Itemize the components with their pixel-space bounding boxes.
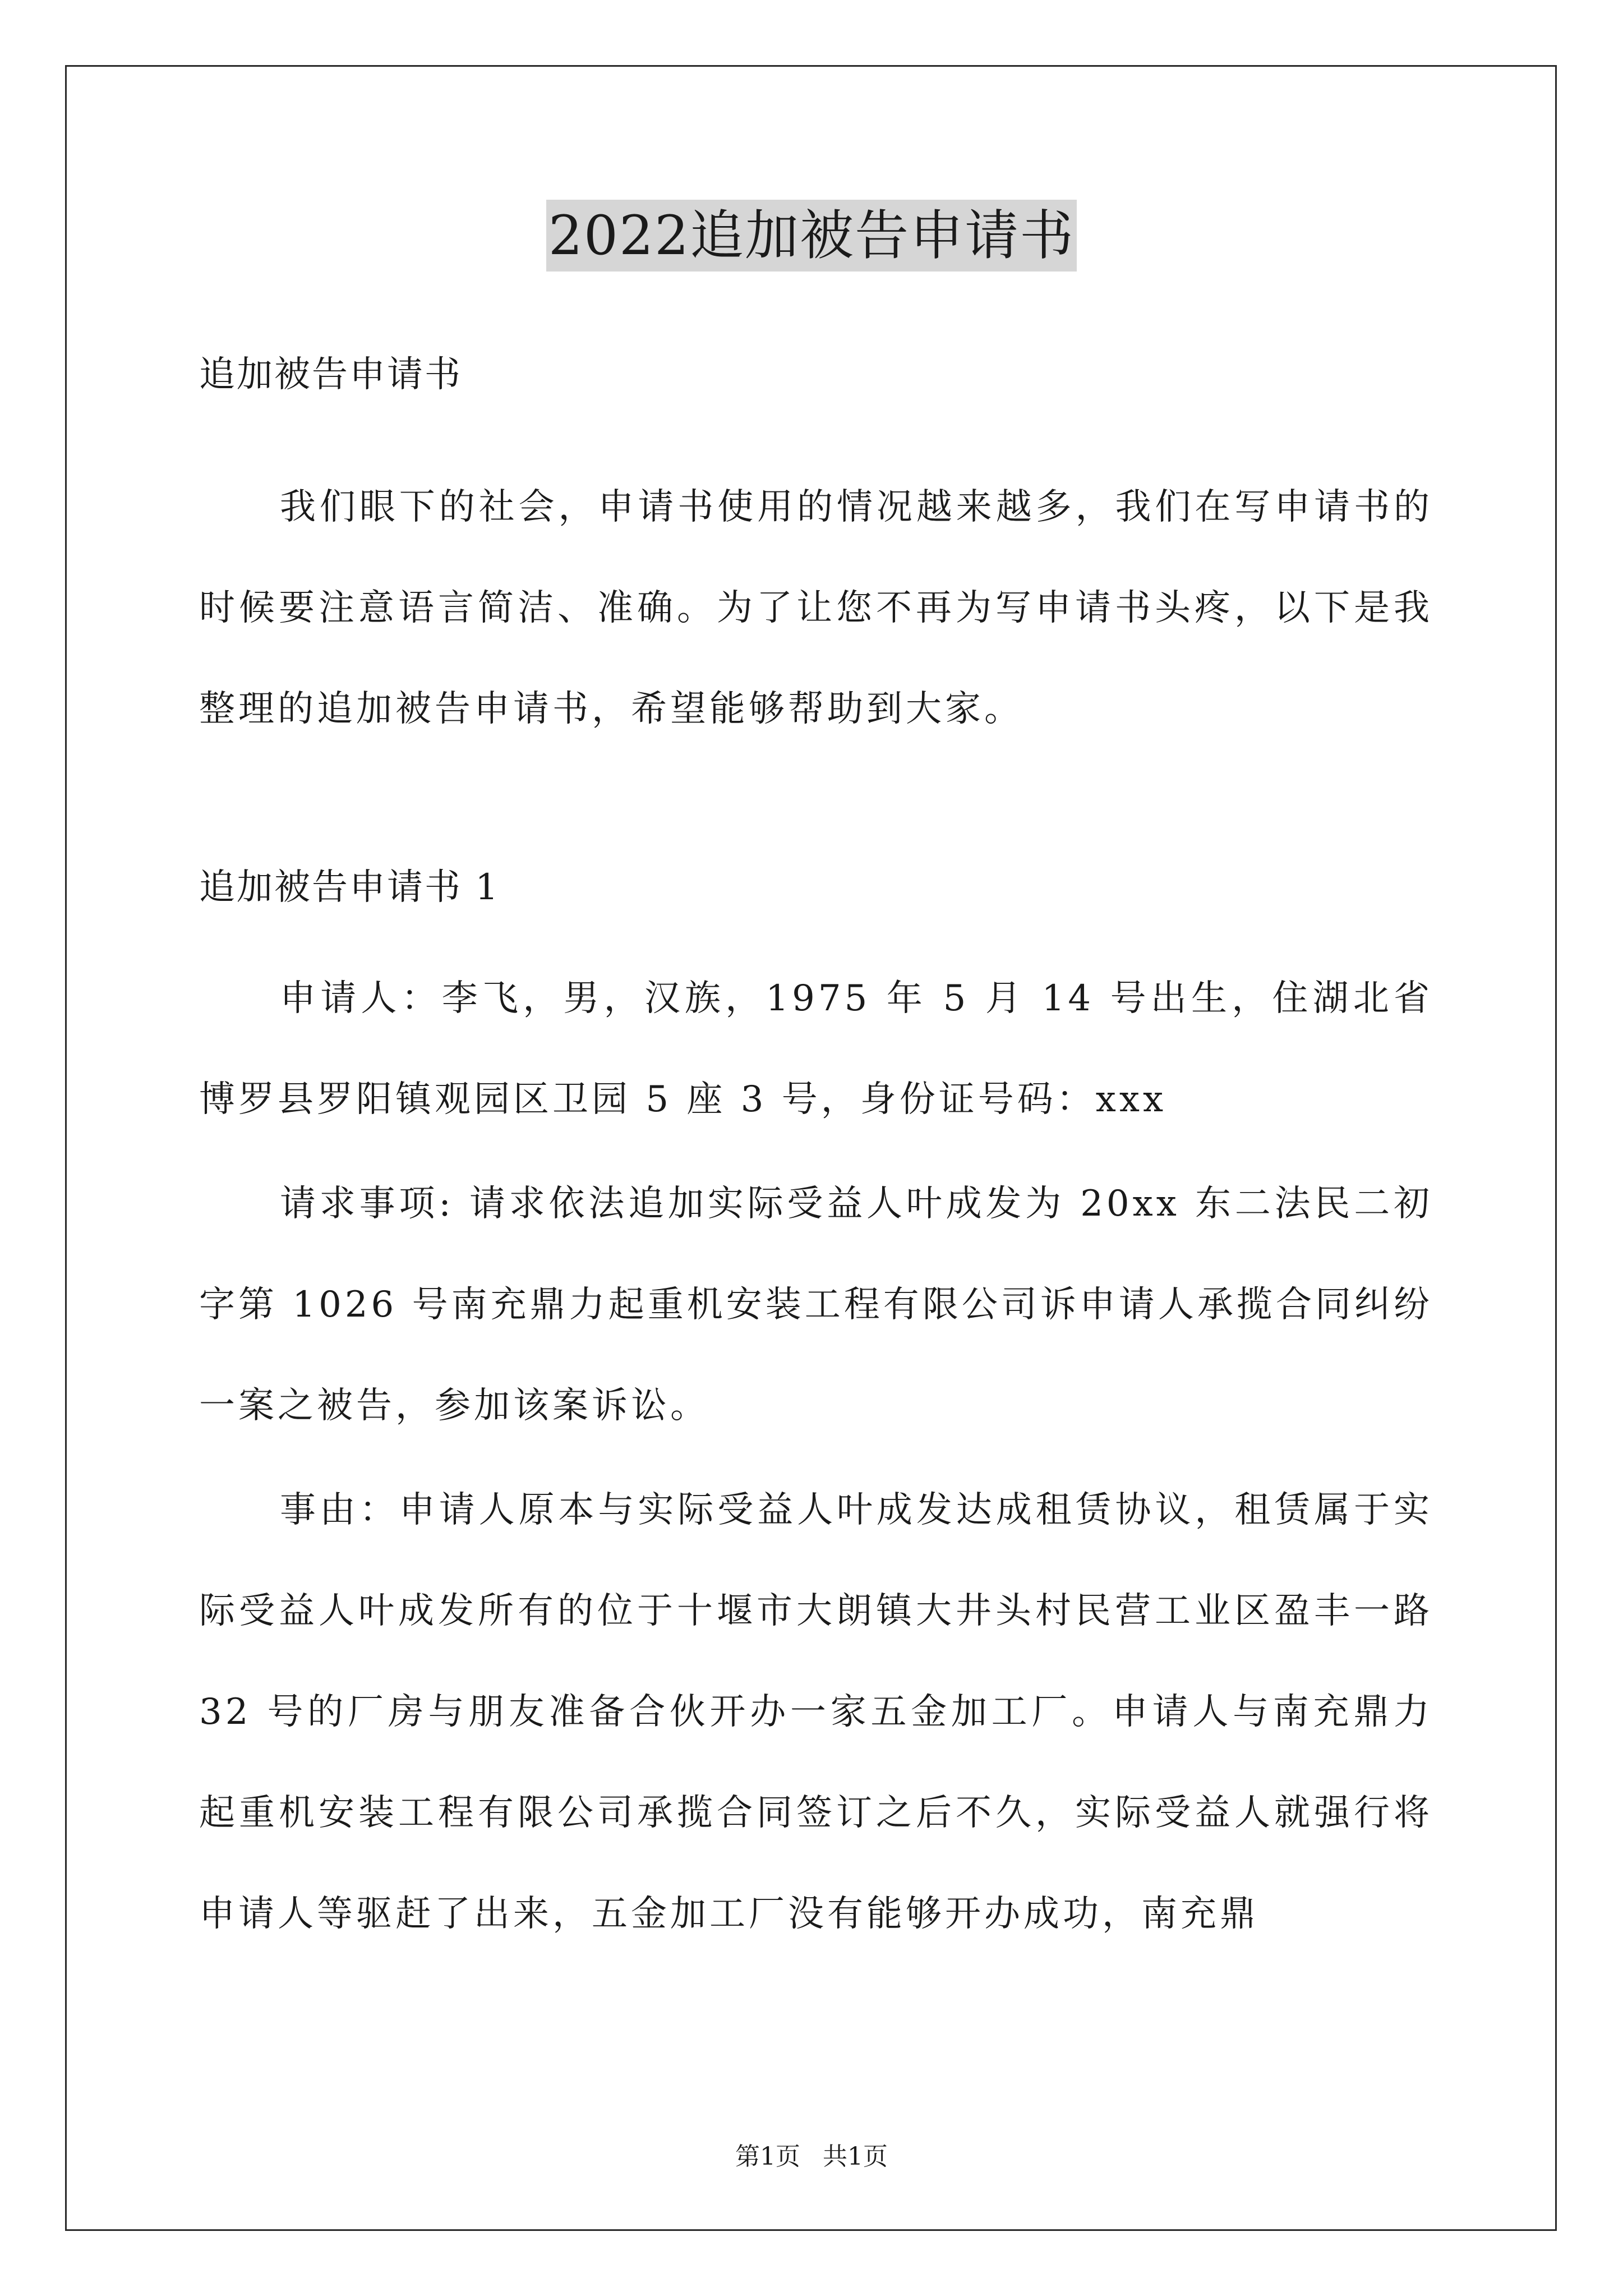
intro-paragraph: 我们眼下的社会，申请书使用的情况越来越多，我们在写申请书的时候要注意语言简洁、准确。为了让您不再为写申请书头疼，以下是我整理的追加被告申请书，希望能够帮助到大家。 — [199, 486, 1433, 730]
applicant-paragraph: 申请人：李飞，男，汉族，1975 年 5 月 14 号出生，住湖北省博罗县罗阳镇观园区卫园 5 座 3 号，身份证号码：xxx — [199, 978, 1433, 1120]
page-number: 第1页 — [735, 2142, 800, 2171]
section-heading: 追加被告申请书 1 — [199, 867, 500, 908]
document-title-text: 2022追加被告申请书 — [546, 200, 1077, 272]
subtitle: 追加被告申请书 — [199, 354, 462, 395]
page-total: 共1页 — [823, 2142, 888, 2171]
request-paragraph: 请求事项: 请求依法追加实际受益人叶成发为 20xx 东二法民二初字第 1026 号南充鼎力起重机安装工程有限公司诉申请人承揽合同纠纷一案之被告，参加该案诉讼。 — [199, 1183, 1433, 1427]
reason-paragraph: 事由：申请人原本与实际受益人叶成发达成租赁协议，租赁属于实际受益人叶成发所有的位于十堰市大朗镇大井头村民营工业区盈丰一路 32 号的厂房与朋友准备合伙开办一家五金加工厂。申请人与南充鼎力起重机安装工程有限公司承揽合同签订之后不久，实际受益人就强行将申请人等驱赶了出来，五金加工厂没有能够开办成功，南充鼎 — [199, 1489, 1433, 1935]
document-body — [199, 348, 1433, 1964]
document-title — [0, 202, 1623, 269]
page-footer — [0, 2140, 1623, 2174]
